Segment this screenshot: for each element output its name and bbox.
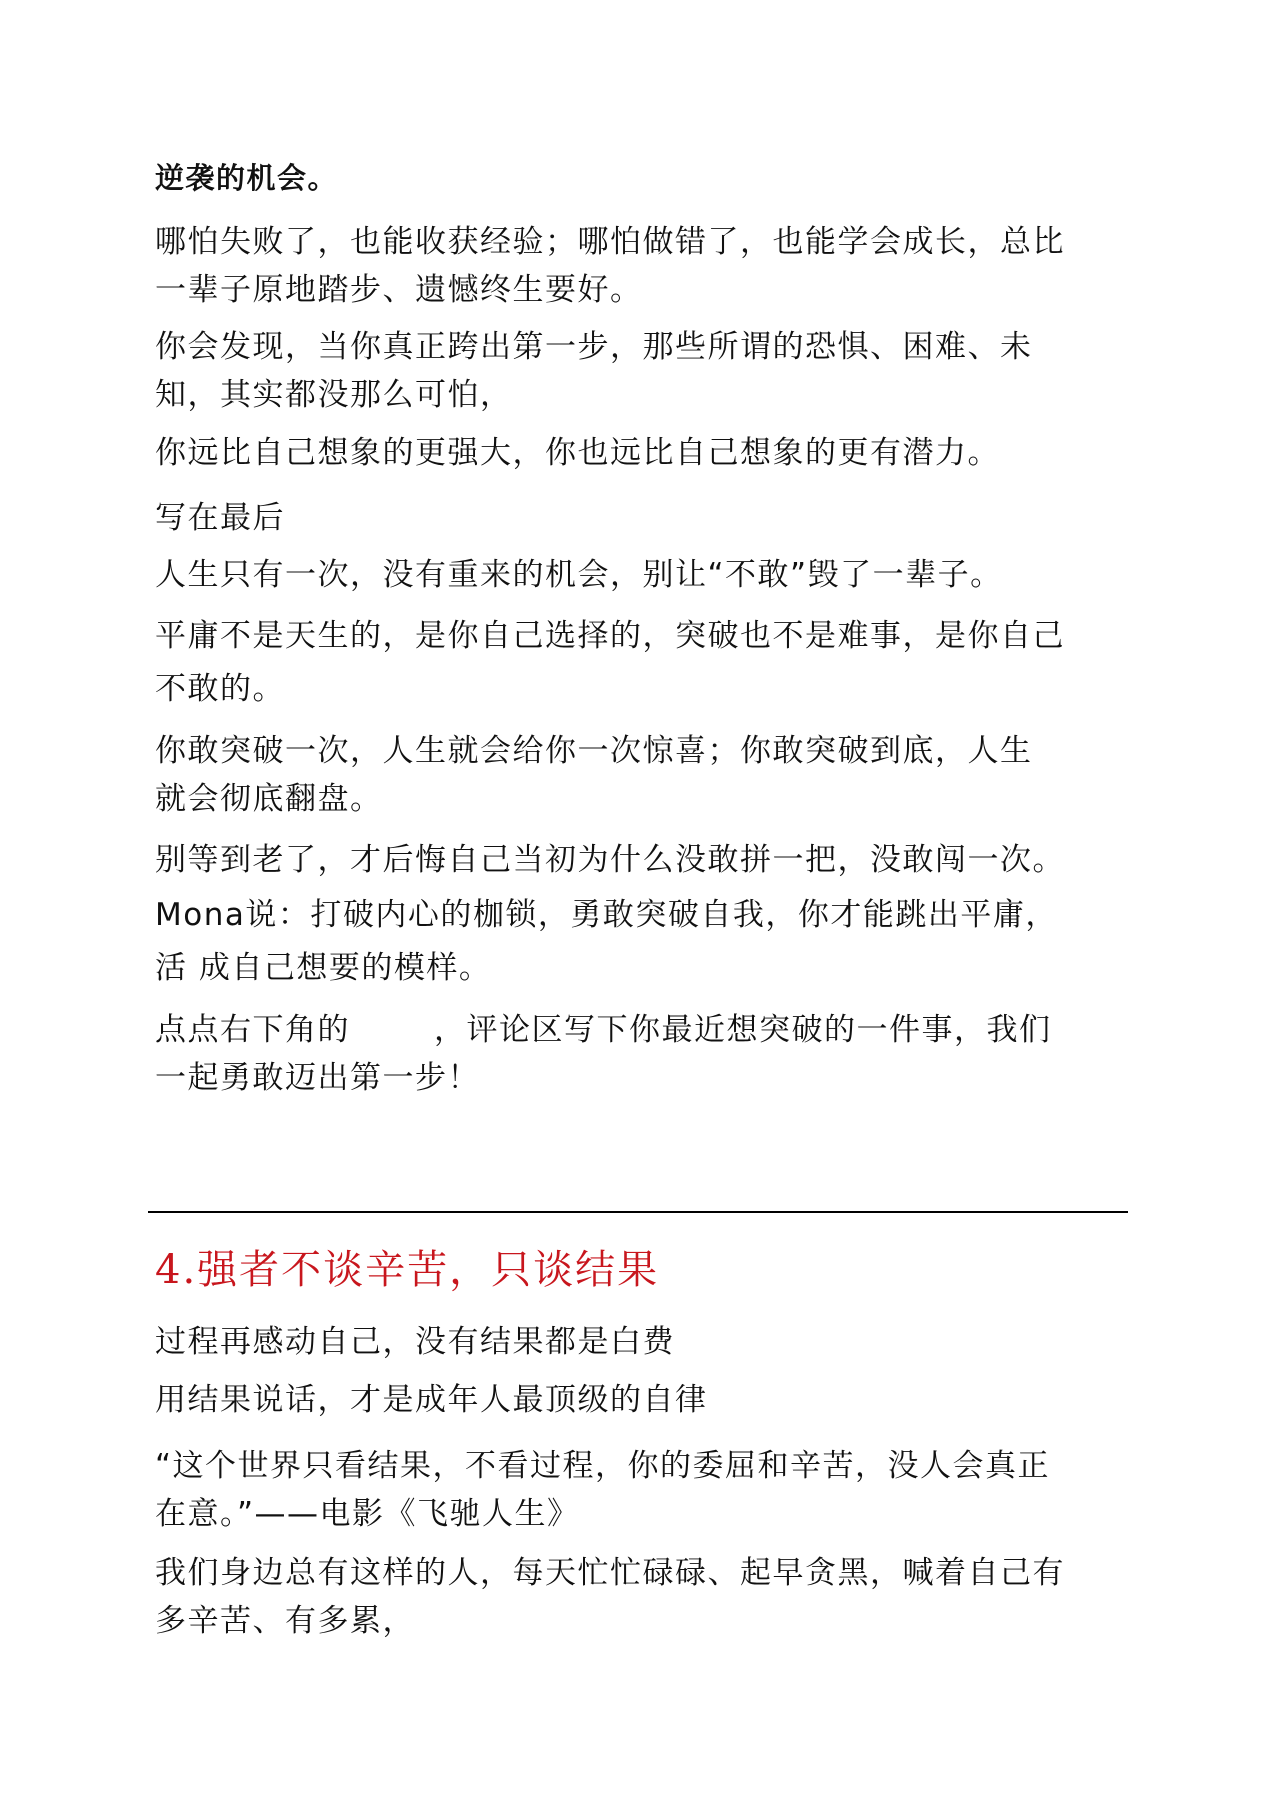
paragraph-line: Mona说：打破内心的枷锁，勇敢突破自我，你才能跳出平庸， bbox=[155, 897, 1058, 933]
subtitle-process: 过程再感动自己，没有结果都是白费 bbox=[155, 1324, 675, 1360]
section-4-title bbox=[155, 1242, 659, 1298]
section-title-text: 强者不谈辛苦，只谈结果 bbox=[197, 1247, 660, 1293]
paragraph-line: “这个世界只看结果，不看过程，你的委屈和辛苦，没人会真正 bbox=[155, 1448, 1051, 1484]
subtitle-results: 用结果说话，才是成年人最顶级的自律 bbox=[155, 1382, 708, 1418]
paragraph-busy-people bbox=[155, 1549, 1115, 1645]
paragraph-line: 就会彻底翻盘。 bbox=[155, 781, 383, 817]
paragraph-line: 在意。”——电影《飞驰人生》 bbox=[155, 1496, 580, 1532]
paragraph-line: 哪怕失败了，也能收获经验；哪怕做错了，也能学会成长，总比 bbox=[155, 224, 1065, 260]
intro-bold-text: 逆袭的机会。 bbox=[155, 161, 339, 195]
paragraph-line: 你会发现，当你真正跨出第一步，那些所谓的恐惧、困难、未 bbox=[155, 329, 1033, 365]
paragraph-line: 一辈子原地踏步、遗憾终生要好。 bbox=[155, 272, 643, 308]
paragraph-mona-says bbox=[155, 891, 1115, 997]
paragraph-breakthrough bbox=[155, 727, 1115, 823]
paragraph-line: 活 成自己想要的模样。 bbox=[155, 950, 492, 986]
paragraph-line: 平庸不是天生的，是你自己选择的，突破也不是难事，是你自己 bbox=[155, 618, 1065, 654]
paragraph-line: 一起勇敢迈出第一步！ bbox=[155, 1060, 480, 1096]
paragraph-line: 你敢突破一次，人生就会给你一次惊喜；你敢突破到底，人生 bbox=[155, 733, 1033, 769]
movie-quote bbox=[155, 1442, 1115, 1538]
paragraph-first-step bbox=[155, 323, 1115, 419]
cta-text-start: 点点右下角的 bbox=[155, 1012, 350, 1048]
cta-text-end: ，评论区写下你最近想突破的一件事，我们 bbox=[434, 1012, 1052, 1048]
paragraph-line: 知，其实都没那么可怕， bbox=[155, 377, 513, 413]
paragraph-line: 不敢的。 bbox=[155, 671, 285, 707]
paragraph-stronger: 你远比自己想象的更强大，你也远比自己想象的更有潜力。 bbox=[155, 435, 1000, 471]
paragraph-only-once: 人生只有一次，没有重来的机会，别让“不敢”毁了一辈子。 bbox=[155, 557, 1003, 593]
paragraph-call-to-action bbox=[155, 1006, 1115, 1102]
section-divider bbox=[148, 1211, 1128, 1213]
paragraph-mediocrity bbox=[155, 612, 1115, 718]
paragraph-line: 我们身边总有这样的人，每天忙忙碌碌、起早贪黑，喊着自己有 bbox=[155, 1555, 1065, 1591]
section-number: 4. bbox=[155, 1247, 198, 1293]
closing-heading: 写在最后 bbox=[155, 500, 285, 536]
paragraph-line: 多辛苦、有多累， bbox=[155, 1603, 415, 1639]
paragraph-failure-experience bbox=[155, 218, 1115, 314]
paragraph-no-regret: 别等到老了，才后悔自己当初为什么没敢拼一把，没敢闯一次。 bbox=[155, 842, 1065, 878]
